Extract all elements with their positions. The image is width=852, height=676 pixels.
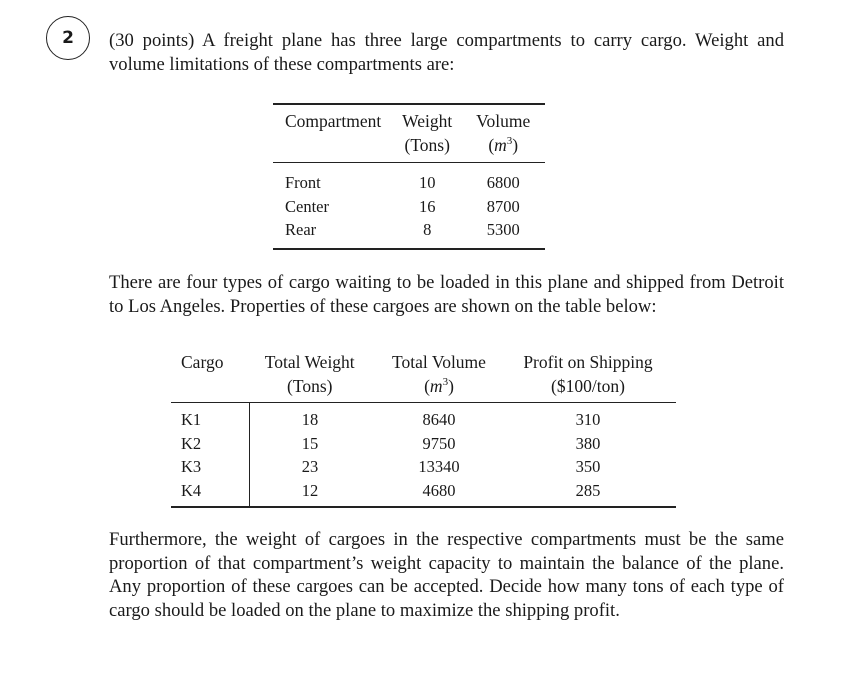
column-header: Profit on Shipping: [523, 352, 653, 372]
column-header: Weight: [402, 111, 453, 131]
table-cell: K3: [181, 457, 202, 476]
table-cell: 310: [575, 410, 601, 429]
table-header-row: [171, 350, 676, 374]
table-cell: 285: [575, 480, 601, 500]
column-header: Volume: [476, 111, 531, 131]
table-row: [171, 479, 676, 508]
middle-paragraph: There are four types of cargo waiting to be loaded in this plane and shipped from Detroit to Los Angeles. Properties of these cargoes are shown on the table below:: [109, 272, 784, 317]
table-cell: 12: [250, 479, 381, 508]
closing-paragraph: Furthermore, the weight of cargoes in the respective compartments must be the same proportion of that compartment’s weight capacity to maintain the balance of the plane. Any proportion of these cargoes can be accepted. Decide how many tons of each type of cargo should be loaded on the plane to maximize the shipping profit.: [109, 529, 784, 621]
compartments-table: [273, 103, 545, 250]
column-subheader: $(m^3)$: [380, 374, 508, 403]
table-row: [171, 455, 676, 479]
table-row: [273, 163, 545, 195]
table-cell: 18: [250, 403, 381, 432]
unit-exponent: 3: [506, 135, 513, 148]
table-cell: 15: [250, 432, 381, 456]
column-header: Total Volume: [392, 352, 486, 372]
column-subheader: ($100/ton): [508, 374, 676, 403]
table-header-row: [273, 104, 545, 133]
column-subheader: (Tons): [395, 133, 467, 163]
table-row: [273, 218, 545, 249]
column-subheader: (Tons): [250, 374, 381, 403]
column-subheader: $(m^3)$: [467, 133, 545, 163]
table-cell: 350: [575, 457, 601, 476]
table-cell: K4: [181, 480, 202, 500]
table-row: [273, 195, 545, 219]
table-row: [171, 432, 676, 456]
table-cell: K1: [181, 410, 202, 429]
column-subheader: [171, 374, 250, 403]
problem-number-badge: 2: [46, 16, 90, 60]
table-cell: K2: [181, 433, 202, 453]
unit-m: m: [494, 135, 507, 155]
intro-paragraph: (30 points) A freight plane has three large compartments to carry cargo. Weight and volume limitations of these compartments are:: [109, 30, 784, 75]
cargo-table: [171, 350, 676, 508]
table-cell: Center: [285, 196, 329, 216]
unit-m: m: [429, 376, 443, 396]
table-cell: 13340: [418, 457, 460, 476]
table-cell: 8640: [422, 410, 456, 429]
table-cell: 5300: [486, 220, 520, 239]
column-header: Cargo: [181, 352, 224, 372]
table-row: [171, 403, 676, 432]
column-header: Total Weight: [264, 352, 355, 372]
table-cell: 9750: [422, 433, 456, 453]
table-cell: Front: [285, 173, 321, 192]
table-cell: 8: [423, 220, 432, 239]
table-cell: 23: [250, 455, 381, 479]
column-header: Compartment: [285, 111, 382, 131]
table-cell: 10: [418, 173, 436, 192]
unit-exponent: 3: [442, 376, 449, 389]
table-cell: 380: [575, 433, 601, 453]
table-cell: 8700: [486, 196, 520, 216]
table-subheader-row: [273, 133, 545, 163]
column-subheader: [273, 133, 395, 163]
table-cell: 16: [418, 196, 436, 216]
table-subheader-row: [171, 374, 676, 403]
table-cell: 4680: [422, 480, 456, 500]
table-cell: 6800: [486, 173, 520, 192]
table-cell: Rear: [285, 220, 317, 239]
